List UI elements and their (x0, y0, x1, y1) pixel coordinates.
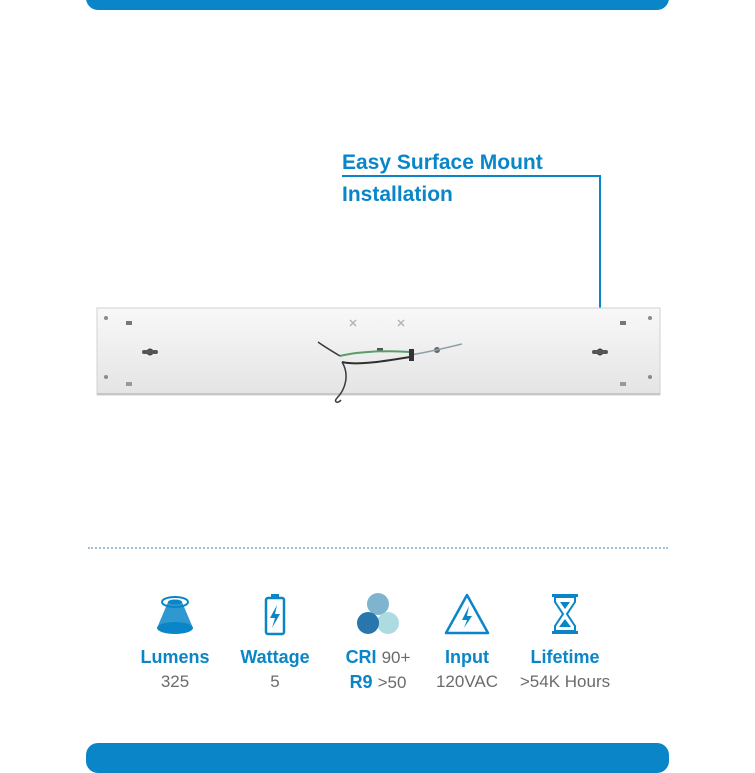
cri-label: CRI (345, 647, 377, 667)
spec-input (425, 590, 509, 692)
r9-label: R9 (349, 672, 373, 692)
spec-lifetime (510, 590, 620, 692)
r9-value: >50 (377, 673, 407, 692)
bottom-accent-bar (86, 743, 669, 773)
wattage-value: 5 (270, 672, 280, 691)
callout-line-1: Easy Surface Mount (342, 151, 543, 174)
lifetime-label: Lifetime (530, 647, 600, 667)
battery-icon (251, 590, 299, 638)
spec-wattage (230, 590, 320, 692)
input-value: 120VAC (435, 672, 499, 691)
wattage-label: Wattage (240, 647, 310, 667)
color-circles-icon (354, 590, 402, 638)
cri-value: 90+ (381, 648, 411, 667)
spec-row (0, 590, 755, 710)
callout-line-2: Installation (342, 183, 453, 206)
lumens-beam-icon (151, 590, 199, 638)
lumens-label: Lumens (140, 647, 210, 667)
input-label: Input (445, 647, 489, 667)
dotted-divider (88, 547, 668, 549)
hourglass-icon (541, 590, 589, 638)
cri-line (333, 647, 423, 668)
spec-cri (333, 590, 423, 693)
spec-lumens (135, 590, 215, 692)
r9-line (333, 672, 423, 693)
lumens-value: 325 (160, 672, 190, 691)
voltage-warning-icon (443, 590, 491, 638)
lifetime-value: >54K Hours (519, 672, 611, 691)
